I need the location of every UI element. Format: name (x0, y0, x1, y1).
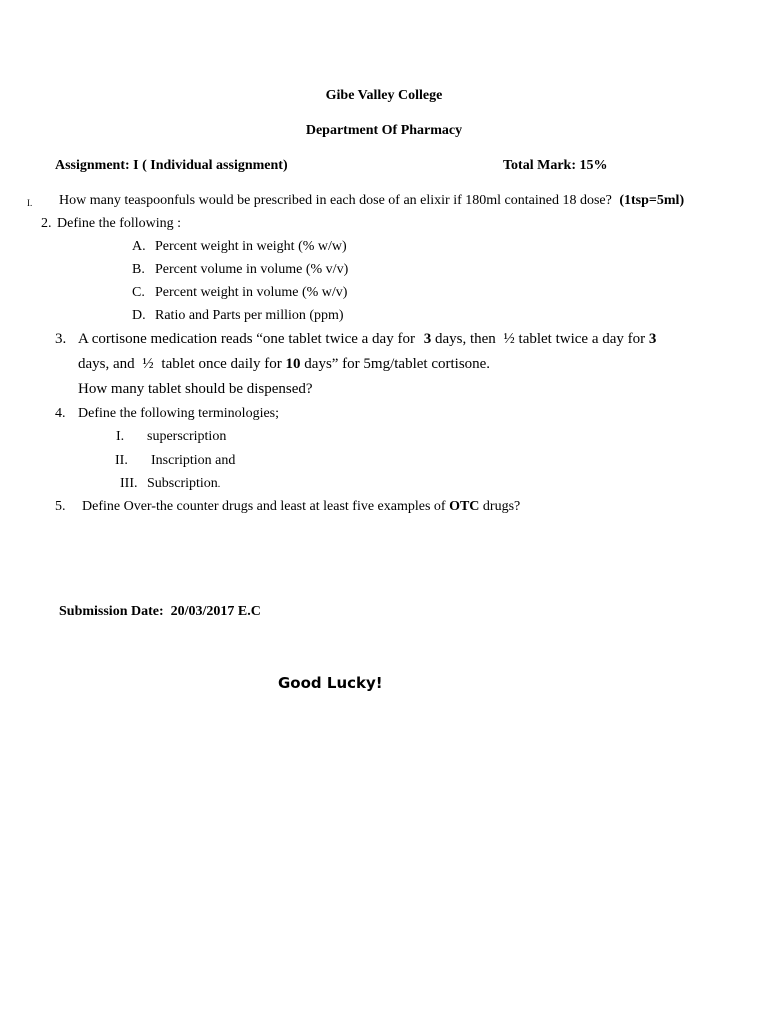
q2-text: Define the following : (57, 216, 182, 231)
q3-line1-a: A cortisone medication reads “one tablet twice a day for (78, 331, 415, 347)
q2-item-b-text: Percent volume in volume (% v/v) (155, 262, 349, 277)
q3-line-3: How many tablet should be dispensed? (78, 381, 313, 397)
q3-number: 3. (55, 331, 67, 347)
q1-question: How many teaspoonfuls would be prescribed in each dose of an elixir if 180ml contained 18 dose? (59, 193, 612, 208)
q1-number: I. (27, 198, 33, 208)
q4-item-2-marker: II. (115, 453, 128, 468)
q2-item-a-text: Percent weight in weight (% w/w) (155, 239, 347, 254)
q3-line2-c: tablet once daily for (161, 356, 282, 372)
q3-line-2 (78, 356, 490, 373)
q4-number: 4. (55, 406, 66, 421)
q3-line1-b: 3 (423, 331, 432, 347)
q2-item-c-marker: C. (132, 285, 145, 300)
q3-line1-c: days, then (434, 331, 496, 347)
q2-item-d-text: Ratio and Parts per million (ppm) (155, 308, 344, 323)
q3-line2-e: days” for 5mg/tablet cortisone. (304, 356, 491, 372)
total-mark: Total Mark: 15% (503, 158, 608, 173)
submission-date: Submission Date: 20/03/2017 E.C (59, 604, 261, 619)
q2-item-d-marker: D. (132, 308, 146, 323)
q5-number: 5. (55, 499, 66, 514)
department-name: Department Of Pharmacy (305, 123, 463, 138)
q5-text (82, 499, 520, 515)
q4-text: Define the following terminologies; (78, 406, 280, 421)
q3-line1-e: 3 (648, 331, 657, 347)
q2-item-a-marker: A. (132, 239, 146, 254)
q3-line2-b: ½ (142, 356, 154, 372)
closing-message: Good Lucky! (278, 674, 383, 692)
q4-item-3-dot: . (217, 479, 221, 490)
q3-line2-a: days, and (78, 356, 135, 372)
q5-text-c: drugs? (482, 499, 521, 514)
q1-text (59, 193, 684, 209)
q3-line-1 (78, 331, 656, 348)
q5-text-a: Define Over-the counter drugs and least at least five examples of (82, 499, 446, 514)
q2-item-c-text: Percent weight in volume (% w/v) (155, 285, 348, 300)
q4-item-3-marker: III. (120, 476, 138, 491)
q4-item-3-label: Subscription (147, 476, 218, 491)
q2-item-b-marker: B. (132, 262, 145, 277)
college-name: Gibe Valley College (325, 88, 443, 103)
q3-line2-d: 10 (285, 356, 301, 372)
q3-line1-d: ½ tablet twice a day for (503, 331, 646, 347)
q4-item-2-text: Inscription and (151, 453, 236, 468)
q4-item-1-marker: I. (116, 429, 125, 444)
q4-item-3-text (147, 476, 220, 492)
q2-number: 2. (41, 216, 52, 231)
assignment-title: Assignment: I ( Individual assignment) (55, 158, 288, 173)
q4-item-1-text: superscription (147, 429, 227, 444)
q5-otc: OTC (449, 499, 480, 514)
q1-note: (1tsp=5ml) (619, 193, 685, 208)
